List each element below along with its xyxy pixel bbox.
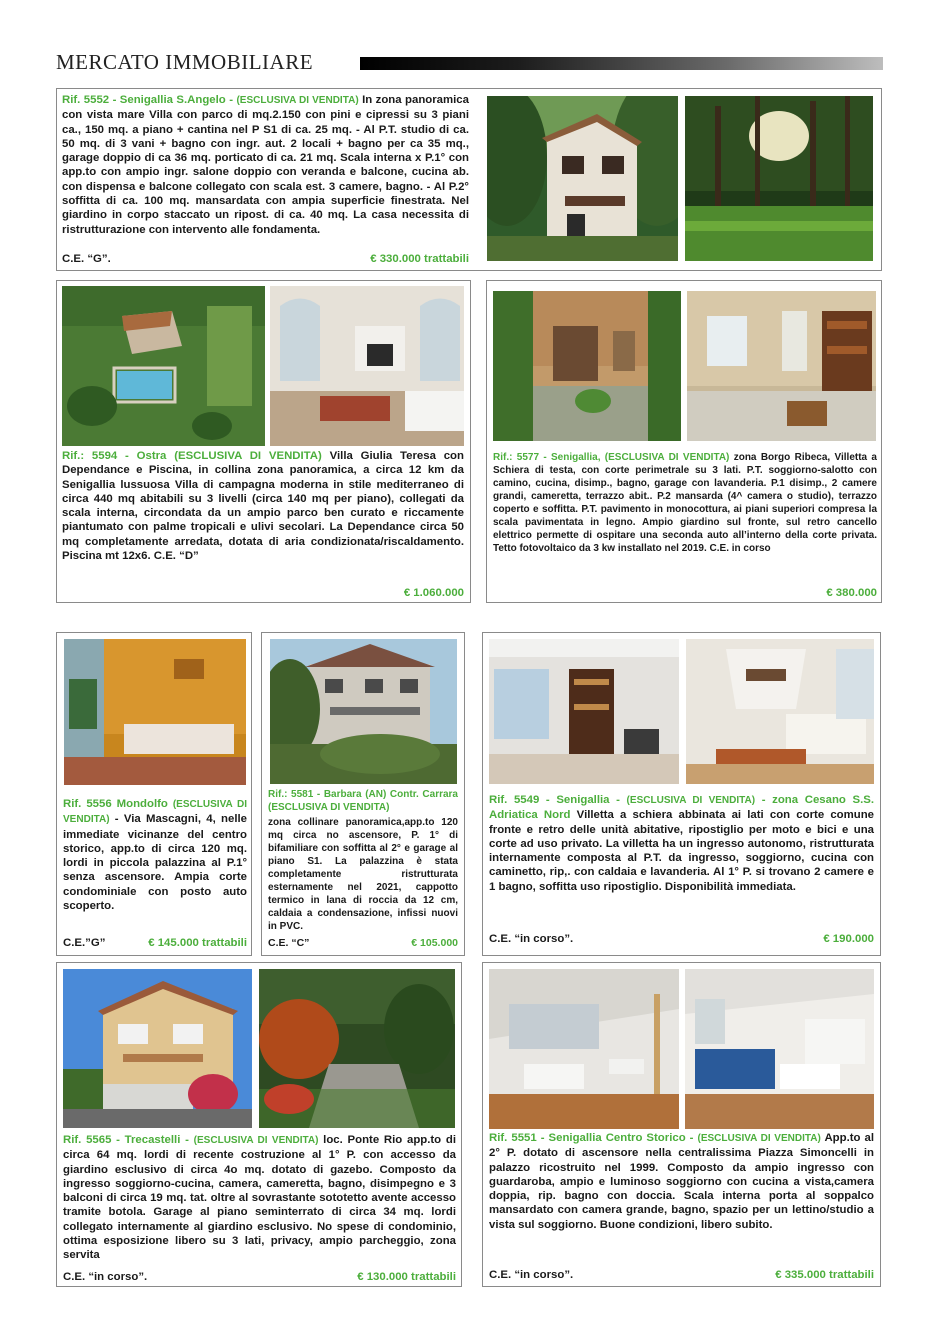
listing-ref: Rif. 5565 - Trecastelli -: [63, 1134, 194, 1146]
listing-description: Villetta a schiera abbinata ai lati con corte comune fronte e retro delle unità abitative, ripostiglio per moto e bici e una corte ad uso privato. La villetta ha un ingresso autonomo, ristrutturata internamente composta al P.T. da ingresso, soggiorno, cucina con caminetto, rip,. con caldaia e lavanderia. Al 1° P. si trovano 2 camere e 1 bagno, soffitta uso ripostiglio. Disponibilità immediata.: [489, 809, 874, 893]
energy-class: C.E. “in corso”.: [489, 933, 574, 945]
listing-card-5594[interactable]: [56, 280, 471, 603]
aerial-villa-pool-photo: [62, 286, 265, 446]
listing-price: € 330.000 trattabili: [370, 253, 469, 265]
listing-description: zona collinare panoramica,app.to 120 mq circa no ascensore, P. 1° di bifamiliare con soffitta al 2° e garage al piano S1. La palazzina è stata completamente ristrutturata esternamente nel 2021, cappotto termico in lana di roccia da 12 cm, caldaia a condensazione, infissi nuovi in PVC.: [268, 817, 458, 932]
listing-price: € 335.000 trattabili: [775, 1269, 874, 1281]
title-gradient-bar: [360, 57, 883, 70]
page-title: MERCATO IMMOBILIARE: [56, 50, 314, 74]
living-room-interior-photo: [687, 291, 876, 441]
listing-ref: Rif.: 5581 - Barbara (AN) Contr. Carrara: [268, 789, 458, 800]
listing-description: zona Borgo Ribeca, Villetta a Schiera di testa, con corte perimetrale su 3 lati. P.T. soggiorno-salotto con camino, cucina, disimp., bagno, garage con lavanderia. P.1 disimp., 2 camere grandi, cameretta, terrazzo abit.. P.2 mansarda (4^ camera o studio), terrazzo coperto e soffitta. P.T. pavimento in monocottura, ai piani superiori compresa la scala pavimentata in legno. Ampio giardino sul fronte, sul retro cancello elettrico permette di ospitare una seconda auto all’interno della corte privata. Tetto fotovoltaico da 3 kw installato nel 2019. C.E. in corso: [493, 452, 877, 554]
listing-card-5577[interactable]: [486, 280, 882, 603]
listing-tag: (ESCLUSIVA DI VENDITA): [268, 802, 390, 813]
listing-price: € 130.000 trattabili: [357, 1271, 456, 1283]
bedroom-mezzanine-photo: [489, 969, 679, 1129]
listing-description: loc. Ponte Rio app.to di circa 64 mq. lordi di recente costruzione al 1° P. con accesso da giardino esclusivo di circa 4o mq. dotato di gazebo. Composto da ingresso soggiorno-cucina, camera, cameretta, bagno, disimpegno e 3 balconi di circa 19 mq. tat. oltre al sovrastante sototetto avente accesso tramite botola. Garage al piano seminterrato di circa 34 mq. lordi collegato internamente al giardino esclusivo. No spese di condominio, ottima esposizione libero su 3 lati, privacy, ampio parcheggio, zona servita: [63, 1134, 456, 1262]
living-room-fireplace-photo: [270, 286, 464, 446]
listing-card-5581[interactable]: [261, 632, 465, 956]
energy-class: C.E. “G”.: [62, 253, 111, 265]
energy-class: C.E. “C”: [268, 937, 310, 949]
energy-class: C.E. “in corso”.: [63, 1271, 148, 1283]
house-exterior-photo: [487, 96, 678, 261]
listing-ref: Rif.: 5577 - Senigallia,: [493, 452, 605, 463]
listing-location: - zona Cesano S.S. Adriatica Nord: [489, 794, 875, 822]
listing-card-5551[interactable]: [482, 962, 881, 1287]
listing-card-5556[interactable]: [56, 632, 252, 956]
listing-description: Villa Giulia Teresa con Dependance e Piscina, in collina zona panoramica, a circa 12 km da Senigallia lussuosa Villa di campagna moderna in stile mediterraneo di circa 440 mq abitabili su 3 livelli (circa 140 mq per piano), collegati da scala interna, circondata da un ampio parco ben curato e riccamente piantumato con palme tropicali e ulivi secolari. La Dependance circa 50 mq completamente arredata, dotata di aria condizionata/riscaldamento. Piscina mt 12x6. C.E. “D”: [62, 450, 464, 563]
listing-price: € 190.000: [823, 933, 874, 945]
listing-ref: Rif. 5552 - Senigallia S.Angelo -: [62, 94, 237, 106]
listing-tag: (ESCLUSIVA DI VENDITA): [193, 1135, 319, 1146]
listing-card-5552[interactable]: [56, 88, 882, 271]
energy-class: C.E.”G”: [63, 937, 106, 949]
listing-tag: (ESCLUSIVA DI VENDITA): [604, 452, 730, 463]
apartment-building-photo: [270, 639, 457, 784]
listing-price: € 1.060.000: [403, 587, 464, 599]
listing-ref: Rif.: 5594 - Ostra: [62, 450, 175, 462]
garden-park-photo: [685, 96, 873, 261]
private-garden-photo: [259, 969, 455, 1128]
listing-ref: Rif. 5549 - Senigallia -: [489, 794, 627, 806]
listing-description: App.to al 2° P. dotato di ascensore nella centralissima Piazza Simoncelli in palazzo ricostruito nel 1999. Composto da ampio ingresso con guardaroba, ampio e luminoso soggiorno con cucina a vista,camera doppia, rip. bagno con doccia. Scala interna porta al soppalco mansardato con camera grande, bagno, spazio per un lettino/studio a vista sul soggiorno. Buone condizioni, libero subito.: [489, 1132, 875, 1231]
residence-exterior-photo: [63, 969, 252, 1128]
open-kitchen-living-photo: [685, 969, 874, 1129]
listing-price: € 380.000: [826, 587, 877, 599]
listing-card-5565[interactable]: [56, 962, 462, 1287]
townhouse-garden-photo: [493, 291, 681, 441]
listing-tag: (ESCLUSIVA DI VENDITA): [236, 95, 359, 106]
kitchen-fireplace-photo: [686, 639, 874, 784]
listing-ref: Rif. 5556 Mondolfo: [63, 798, 173, 810]
listing-price: € 105.000: [411, 937, 458, 949]
listing-description: In zona panoramica con vista mare Villa con parco di mq.2.150 con pini e cipressi su 3 piani ca., 150 mq. a piano + cantina nel P S1 di ca. 25 mq. - Al P.T. studio di ca. 50 mq. di 3 vani + bagno con ingr. aut. 2 locali + bagno per ca 35 mq., garage doppio di ca 36 mq. porticato di ca. 21 mq. Scala interna x P.1° con app.to con ampio ingr. salone doppio con veranda e balcone, cucina ab. con dispensa e balcone collegato con scala est. 3 camere, bagno. - Al P.2° soffitta di ca. 100 mq. mansardata con ampia superficie finestrata. Nel giardino in corpo staccato un ripost. di ca. 40 mq. La casa necessita di ristrutturazione con intervento alle fondamenta.: [62, 94, 469, 236]
listing-price: € 145.000 trattabili: [148, 937, 247, 949]
energy-class: C.E. “in corso”.: [489, 1269, 574, 1281]
living-room-sofa-photo: [64, 639, 246, 785]
listing-tag: (ESCLUSIVA DI VENDITA): [63, 799, 247, 826]
listing-tag: (ESCLUSIVA DI VENDITA): [626, 795, 756, 806]
listing-tag: (ESCLUSIVA DI VENDITA): [174, 450, 322, 462]
listing-tag: (ESCLUSIVA DI VENDITA): [697, 1133, 821, 1144]
living-room-bookcase-photo: [489, 639, 679, 784]
listing-card-5549[interactable]: [482, 632, 881, 956]
listing-ref: Rif. 5551 - Senigallia Centro Storico -: [489, 1132, 698, 1144]
listing-description: - Via Mascagni, 4, nelle immediate vicinanze del centro storico, app.to di circa 120 mq. lordi in piccola palazzina al P.1° senza ascensore. Ampia corte condominiale con posto auto scoperto.: [63, 813, 247, 913]
